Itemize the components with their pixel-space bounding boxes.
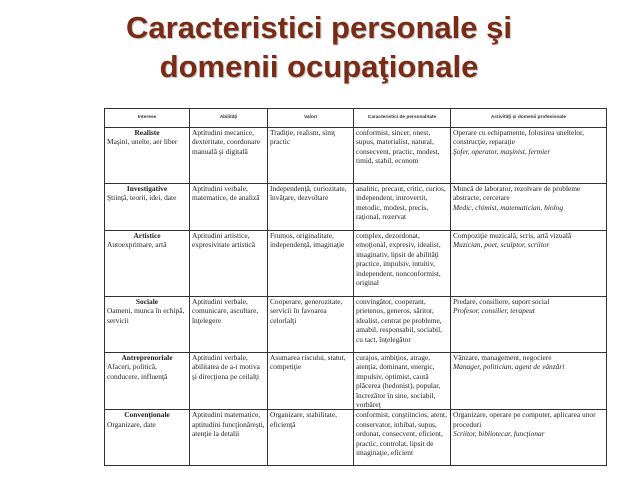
values-cell: Tradiţie, realism, simţ practic xyxy=(268,128,354,184)
interests-cell xyxy=(105,410,190,466)
table-row xyxy=(105,410,607,466)
occupations-text: Profesor, consilier, terapeut xyxy=(453,306,535,316)
activities-cell xyxy=(451,128,607,184)
occupations-table-container xyxy=(104,108,606,466)
table-row xyxy=(105,231,607,297)
personality-cell: complex, dezordonat, emoţional, expresiv, idealist, imaginativ, lipsit de abilităţi practice, impulsiv, intuitiv, independent, nonconformist, original xyxy=(354,231,451,297)
header-caracteristici: Caracteristici de personalitate xyxy=(354,109,451,128)
interests-text: Ştiinţă, teorii, idei, date xyxy=(107,193,177,203)
values-cell: Frumos, originalitate, independenţă, imaginaţie xyxy=(268,231,354,297)
interests-text: Afaceri, politică, conducere, influenţă xyxy=(107,362,168,381)
occupations-text: Şofer, operator, maşinist, fermier xyxy=(453,146,551,156)
occupations-text: Scriitor, bibliotecar, funcţionar xyxy=(453,429,545,439)
activities-cell xyxy=(451,353,607,410)
activities-cell xyxy=(451,184,607,231)
interests-text: Maşini, unelte, aer liber xyxy=(107,137,178,147)
table-header-row xyxy=(105,109,607,128)
abilities-cell: Aptitudini verbale, abilitatea de a-i motiva şi direcţiona pe ceilalţi xyxy=(190,353,268,410)
personality-cell: convingător, cooperant, prietenos, generos, săritor, idealist, centrat pe probleme, amabil, responsabil, sociabil, cu tact, înţelegător xyxy=(354,297,451,353)
personality-cell: curajos, ambiţios, atrage, atenţia, dominant, energic, impulsiv, optimist, caută plăcerea (hedonist), popular, încrezător în sine, sociabil, vorbăreţ xyxy=(354,353,451,410)
occupations-table xyxy=(104,108,607,466)
table-row xyxy=(105,297,607,353)
category-label: Realiste xyxy=(134,128,160,137)
activities-text: Vânzare, management, negociere xyxy=(453,353,552,362)
slide-title xyxy=(0,8,638,86)
abilities-cell: Aptitudini verbale, comunicare, ascultare, înţelegere xyxy=(190,297,268,353)
personality-cell: analitic, precaut, critic, curios, independent, introvertit, metodic, modest, precis, raţional, rezervat xyxy=(354,184,451,231)
interests-text: Organizare, date xyxy=(107,419,156,429)
category-label: Sociale xyxy=(135,297,159,306)
activities-text: Predare, consiliere, suport social xyxy=(453,297,550,306)
interests-cell xyxy=(105,297,190,353)
header-abilitati: Abilităţi xyxy=(190,109,268,128)
header-interese: Interese xyxy=(105,109,190,128)
activities-text: Compoziţie muzicală, scris, artă vizuală xyxy=(453,231,572,240)
interests-cell xyxy=(105,353,190,410)
activities-cell xyxy=(451,231,607,297)
activities-cell xyxy=(451,410,607,466)
table-row xyxy=(105,353,607,410)
title-line-2: domenii ocupaţionale xyxy=(159,49,479,84)
occupations-text: Manager, politician, agent de vânzări xyxy=(453,362,565,372)
personality-cell: conformist, conştiincios, atent, conservator, inhibat, supus, ordonat, consecvent, eficient, practic, controlat, lipsit de imaginaţie, eficient xyxy=(354,410,451,466)
values-cell: Independenţă, curiozitate, învăţare, dezvoltare xyxy=(268,184,354,231)
interests-cell xyxy=(105,231,190,297)
abilities-cell: Aptitudini artistice, expresivitate artistică xyxy=(190,231,268,297)
interests-cell xyxy=(105,184,190,231)
activities-text: Organizare, operare pe computer, aplicarea unor proceduri xyxy=(453,410,596,429)
header-activitati: Activităţi şi domenii profesionale xyxy=(451,109,607,128)
occupations-text: Medic, chimist, matematician, biolog xyxy=(453,202,564,212)
values-cell: Organizare, stabilitate, eficienţă xyxy=(268,410,354,466)
header-valori: Valori xyxy=(268,109,354,128)
activities-text: Operare cu echipamente, folosirea uneltelor, construcţie, reparaţie xyxy=(453,128,585,147)
personality-cell: conformist, sincer, onest, supus, materialist, natural, consecvent, practic, modest, timid, stabil, econom xyxy=(354,128,451,184)
abilities-cell: Aptitudini verbale, matematice, de analiză xyxy=(190,184,268,231)
title-line-1: Caracteristici personale şi xyxy=(126,10,512,45)
interests-cell xyxy=(105,128,190,184)
interests-text: Oameni, munca în echipă, servicii xyxy=(107,306,185,325)
category-label: Convenţionale xyxy=(124,410,170,420)
interests-text: Autoexprimare, artă xyxy=(107,240,167,250)
category-label: Antreprenoriale xyxy=(121,353,173,362)
occupations-text: Muzician, poet, sculptor, scriitor xyxy=(453,240,550,250)
table-row xyxy=(105,128,607,184)
values-cell: Asumarea riscului, statut, competiţie xyxy=(268,353,354,410)
category-label: Investigative xyxy=(126,184,168,193)
abilities-cell: Aptitudini matematice, aptitudini funcţionăreşti, atenţie la detalii xyxy=(190,410,268,466)
activities-cell xyxy=(451,297,607,353)
category-label: Artistice xyxy=(133,231,161,240)
values-cell: Cooperare, generozitate, servicii în favoarea celorlalţi xyxy=(268,297,354,353)
table-row xyxy=(105,184,607,231)
abilities-cell: Aptitudini mecanice, dexteritate, coordonare manuală şi digitală xyxy=(190,128,268,184)
activities-text: Muncă de laborator, rezolvare de probleme abstracte, cercetare xyxy=(453,184,581,203)
